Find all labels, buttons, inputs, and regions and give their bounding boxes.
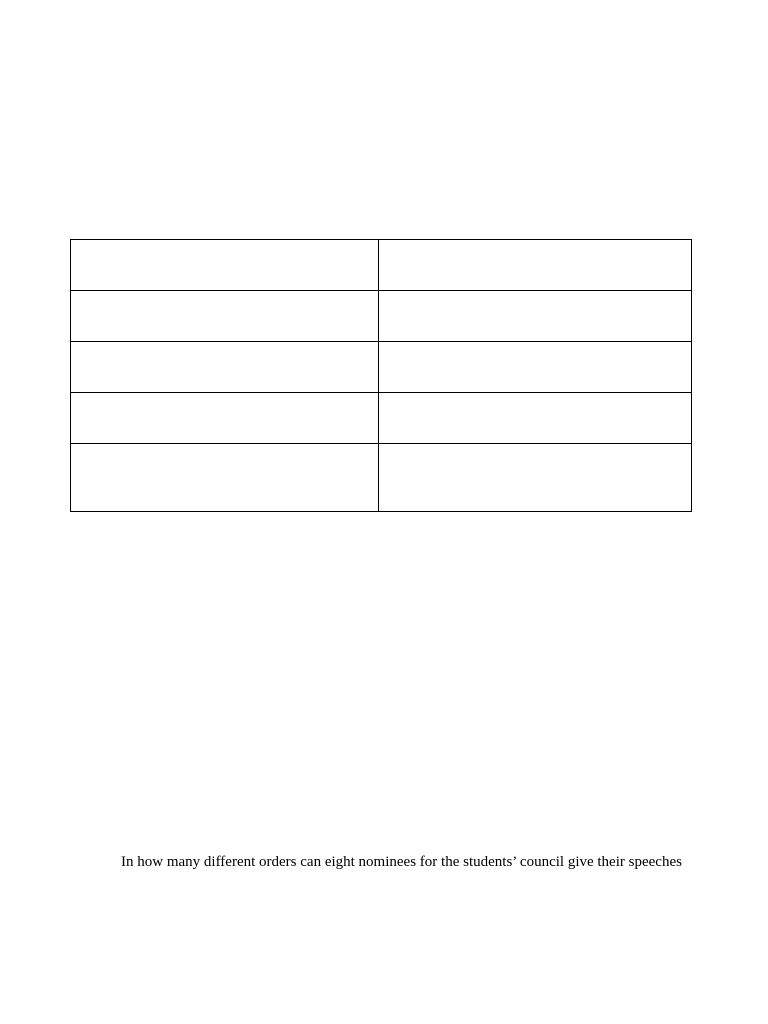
table-cell bbox=[379, 240, 692, 291]
table-row bbox=[71, 291, 692, 342]
table-row bbox=[71, 342, 692, 393]
table-cell bbox=[71, 393, 379, 444]
question-text: In how many different orders can eight nominees for the students’ council give their speeches bbox=[121, 854, 682, 870]
table-cell bbox=[71, 444, 379, 512]
table-cell bbox=[71, 240, 379, 291]
table-cell bbox=[71, 291, 379, 342]
table-cell bbox=[379, 342, 692, 393]
table-cell bbox=[71, 342, 379, 393]
blank-table bbox=[70, 239, 692, 512]
table-cell bbox=[379, 291, 692, 342]
table-row bbox=[71, 393, 692, 444]
table-cell bbox=[379, 393, 692, 444]
table-cell bbox=[379, 444, 692, 512]
table-row bbox=[71, 444, 692, 512]
table-row bbox=[71, 240, 692, 291]
